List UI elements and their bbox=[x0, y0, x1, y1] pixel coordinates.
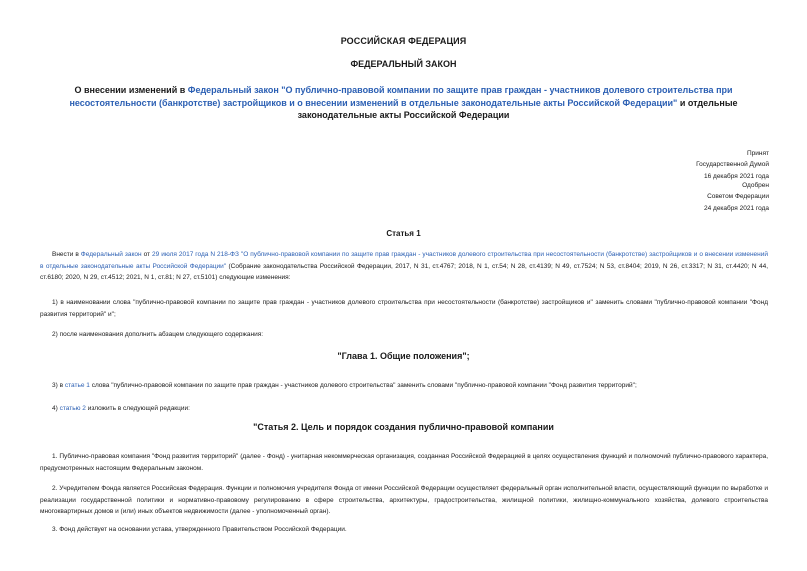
article-2-clause-3 bbox=[40, 524, 768, 536]
intro-link-law[interactable]: Федеральный закон bbox=[80, 251, 142, 258]
approved-label: Одобрен bbox=[742, 182, 769, 189]
item-4-prefix: 4) bbox=[52, 405, 60, 412]
adopted-by: Государственной Думой bbox=[696, 161, 769, 169]
item-3-prefix: 3) в bbox=[52, 382, 65, 389]
approval-block bbox=[704, 180, 769, 214]
law-title bbox=[60, 84, 747, 122]
item-2-text: 2) после наименования дополнить абзацем следующего содержания: bbox=[52, 331, 264, 338]
clause-2-text: 2. Учредителем Фонда является Российская Федерация. Функции и полномочия учредителя Фонда от имени Российской Федерации осуществляет федеральный орган исполнительной власти, осуществляющий функции по выработке и реализации государственной политики и нормативно-правовому регулированию в сфере строительства, архитектуры, градостроительства, жилищной политики, жилищно-коммунального хозяйства, долевого строительства многоквартирных домов и (или) иных объектов недвижимости (далее - уполномоченный орган). bbox=[40, 485, 768, 516]
article-1-item-4 bbox=[40, 403, 768, 415]
article-1-heading: Статья 1 bbox=[386, 229, 421, 238]
article-1-item-1 bbox=[40, 297, 768, 320]
approved-date: 24 декабря 2021 года bbox=[703, 204, 769, 212]
intro-link-law-details[interactable]: 29 июля 2017 года N 218-ФЗ "О публично-правовой компании по защите прав граждан - участников долевого строительства при несостоятельности (банкротстве) застройщиков и о внесении изменений в отдельные законодательные акты Российской Федерации" bbox=[40, 251, 768, 270]
chapter-1-heading: "Глава 1. Общие положения"; bbox=[337, 351, 470, 361]
adopted-date: 16 декабря 2021 года bbox=[703, 172, 769, 180]
article-2-heading: "Статья 2. Цель и порядок создания публично-правовой компании bbox=[253, 422, 554, 432]
article-1-item-2 bbox=[40, 329, 768, 341]
country-heading: РОССИЙСКАЯ ФЕДЕРАЦИЯ bbox=[340, 36, 467, 46]
law-type-heading: ФЕДЕРАЛЬНЫЙ ЗАКОН bbox=[350, 59, 457, 69]
article-1-intro bbox=[40, 249, 768, 284]
item-3-suffix: слова "публично-правовой компании по защите прав граждан - участников долевого строительства" заменить словами "публично-правовой компании "Фонд развития территорий"; bbox=[89, 382, 637, 389]
law-title-suffix: и отдельные законодательные акты Российской Федерации bbox=[297, 97, 738, 120]
law-title-prefix: О внесении изменений в bbox=[74, 85, 188, 95]
clause-3-text: 3. Фонд действует на основании устава, утвержденного Правительством Российской Федерации. bbox=[52, 526, 347, 533]
approved-by: Советом Федерации bbox=[707, 193, 769, 201]
adoption-block bbox=[696, 148, 769, 182]
clause-1-text: 1. Публично-правовая компания "Фонд развития территорий" (далее - Фонд) - унитарная некоммерческая организация, созданная Российской Федерацией в целях осуществления функций и полномочий публично-правового характера, предусмотренных настоящим Федеральным законом. bbox=[40, 453, 768, 472]
item-3-link[interactable]: статье 1 bbox=[64, 382, 90, 389]
item-4-link[interactable]: статью 2 bbox=[59, 405, 86, 412]
article-2-clause-1 bbox=[40, 451, 768, 474]
intro-suffix: (Собрание законодательства Российской Федерации, 2017, N 31, ст.4767; 2018, N 1, ст.54; N 28, ст.4139; N 49, ст.7524; N 53, ст.8404; 2019, N 26, ст.3317; N 31, ст.4420; N 44, ст.6180; 2020, N 29, ст.4512; 2021, N 1, ст.81; N 27, ст.5101) следующие изменения: bbox=[40, 262, 769, 282]
item-1-text: 1) в наименовании слова "публично-правовой компании по защите прав граждан - участников долевого строительства при несостоятельности (банкротстве) застройщиков и" заменить словами "публично-правовой компании "Фонд развития территорий" и"; bbox=[40, 299, 768, 318]
item-4-suffix: изложить в следующей редакции: bbox=[85, 405, 190, 412]
adopted-label: Принят bbox=[746, 150, 769, 157]
intro-prefix: Внести в bbox=[52, 251, 81, 258]
article-2-clause-2 bbox=[40, 483, 768, 518]
article-1-item-3 bbox=[40, 380, 768, 392]
intro-mid: от bbox=[141, 251, 153, 258]
law-title-link[interactable]: Федеральный закон "О публично-правовой компании по защите прав граждан - участников долевого строительства при несостоятельности (банкротстве) застройщиков и о внесении изменений в отдельные законодательные акты Российской Федерации" bbox=[69, 85, 733, 108]
